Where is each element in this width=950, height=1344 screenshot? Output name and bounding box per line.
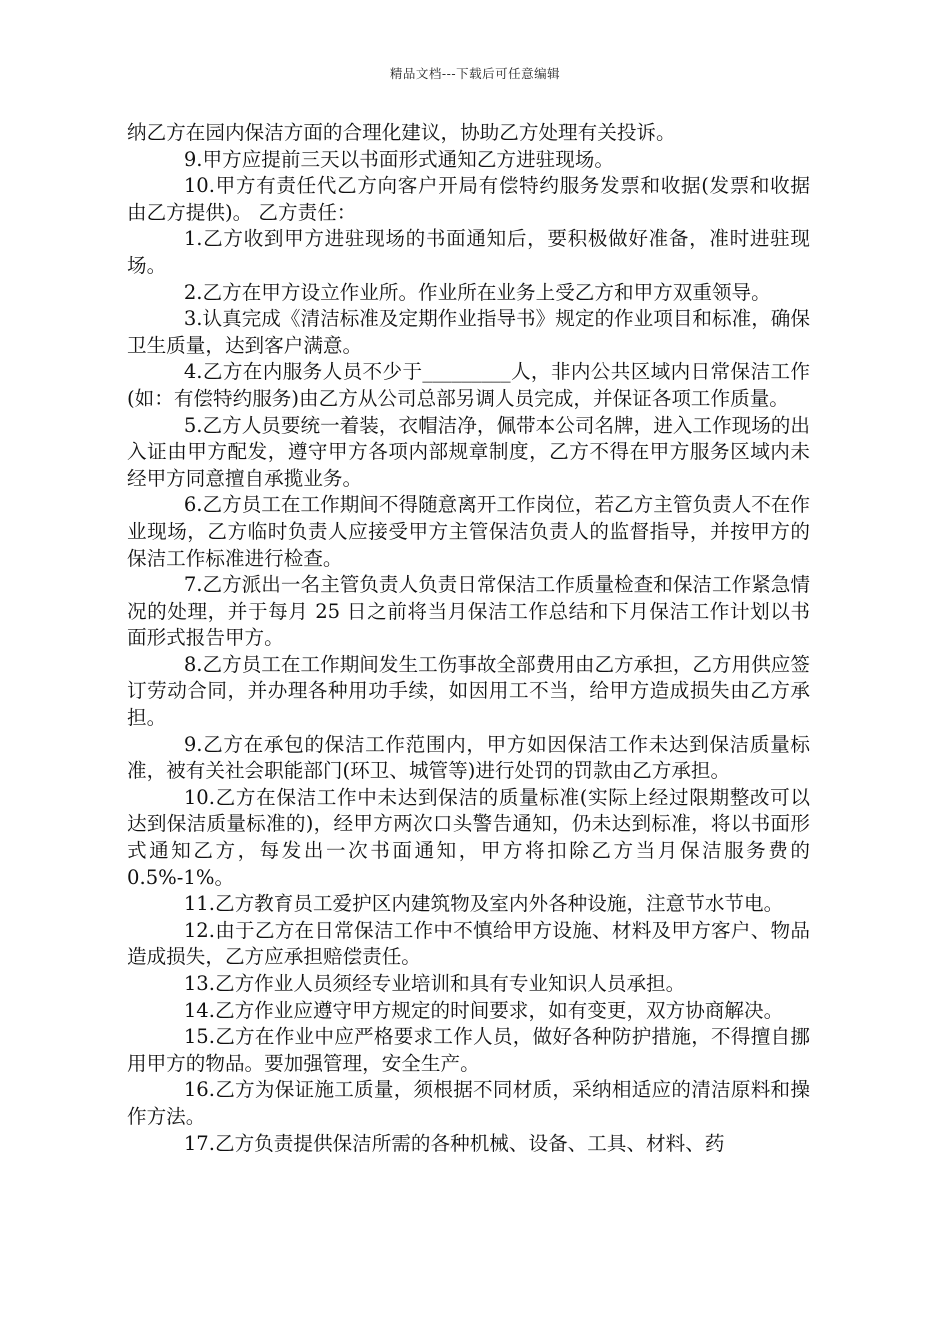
document-body xyxy=(127,120,810,1157)
paragraph: 14.乙方作业应遵守甲方规定的时间要求，如有变更，双方协商解决。 xyxy=(183,998,784,1022)
page-header: 精品文档---下载后可任意编辑 xyxy=(389,66,561,81)
paragraph: 15.乙方在作业中应严格要求工作人员，做好各种防护措施，不得擅自挪用甲方的物品。要加强管理，安全生产。 xyxy=(127,1025,810,1075)
paragraph: 纳乙方在园内保洁方面的合理化建议，协助乙方处理有关投诉。 xyxy=(127,121,676,144)
paragraph: 2.乙方在甲方设立作业所。作业所在业务上受乙方和甲方双重领导。 xyxy=(183,280,771,304)
paragraph: 1.乙方收到甲方进驻现场的书面通知后，要积极做好准备，准时进驻现场。 xyxy=(127,227,810,277)
paragraph: 13.乙方作业人员须经专业培训和具有专业知识人员承担。 xyxy=(183,972,686,995)
paragraph: 17.乙方负责提供保洁所需的各种机械、设备、工具、材料、药 xyxy=(183,1131,725,1155)
paragraph: 9.甲方应提前三天以书面形式通知乙方进驻现场。 xyxy=(183,147,614,171)
paragraph: 10.甲方有责任代乙方向客户开局有偿特约服务发票和收据(发票和收据由乙方提供)。 乙方责任： xyxy=(127,174,810,224)
paragraph: 11.乙方教育员工爱护区内建筑物及室内外各种设施，注意节水节电。 xyxy=(183,892,784,916)
paragraph: 16.乙方为保证施工质量，须根据不同材质，采纳相适应的清洁原料和操作方法。 xyxy=(127,1078,810,1128)
paragraph: 4.乙方在内服务人员不少于_________人，非内公共区域内日常保洁工作(如：有偿特约服务)由乙方从公司总部另调人员完成，并保证各项工作质量。 xyxy=(127,360,810,410)
paragraph: 12.由于乙方在日常保洁工作中不慎给甲方设施、材料及甲方客户、物品造成损失，乙方应承担赔偿责任。 xyxy=(127,918,810,969)
paragraph: 7.乙方派出一名主管负责人负责日常保洁工作质量检查和保洁工作紧急情况的处理，并于每月 25 日之前将当月保洁工作总结和下月保洁工作计划以书面形式报告甲方。 xyxy=(127,573,810,650)
paragraph: 6.乙方员工在工作期间不得随意离开工作岗位，若乙方主管负责人不在作业现场，乙方临时负责人应接受甲方主管保洁负责人的监督指导，并按甲方的保洁工作标准进行检查。 xyxy=(127,493,810,570)
paragraph: 3.认真完成《清洁标准及定期作业指导书》规定的作业项目和标准，确保卫生质量，达到客户满意。 xyxy=(127,307,810,357)
paragraph: 10.乙方在保洁工作中未达到保洁的质量标准(实际上经过限期整改可以达到保洁质量标准的)，经甲方两次口头警告通知，仍未达到标准，将以书面形式通知乙方，每发出一次书面通知，甲方将扣除乙方当月保洁服务费的 0.5%-1%。 xyxy=(127,785,810,889)
paragraph: 8.乙方员工在工作期间发生工伤事故全部费用由乙方承担，乙方用供应签订劳动合同，并办理各种用功手续，如因用工不当，给甲方造成损失由乙方承担。 xyxy=(127,652,810,730)
paragraph: 9.乙方在承包的保洁工作范围内，甲方如因保洁工作未达到保洁质量标准，被有关社会职能部门(环卫、城管等)进行处罚的罚款由乙方承担。 xyxy=(127,732,810,783)
paragraph: 5.乙方人员要统一着装，衣帽洁净，佩带本公司名牌，进入工作现场的出入证由甲方配发，遵守甲方各项内部规章制度，乙方不得在甲方服务区域内未经甲方同意擅自承揽业务。 xyxy=(127,413,810,490)
